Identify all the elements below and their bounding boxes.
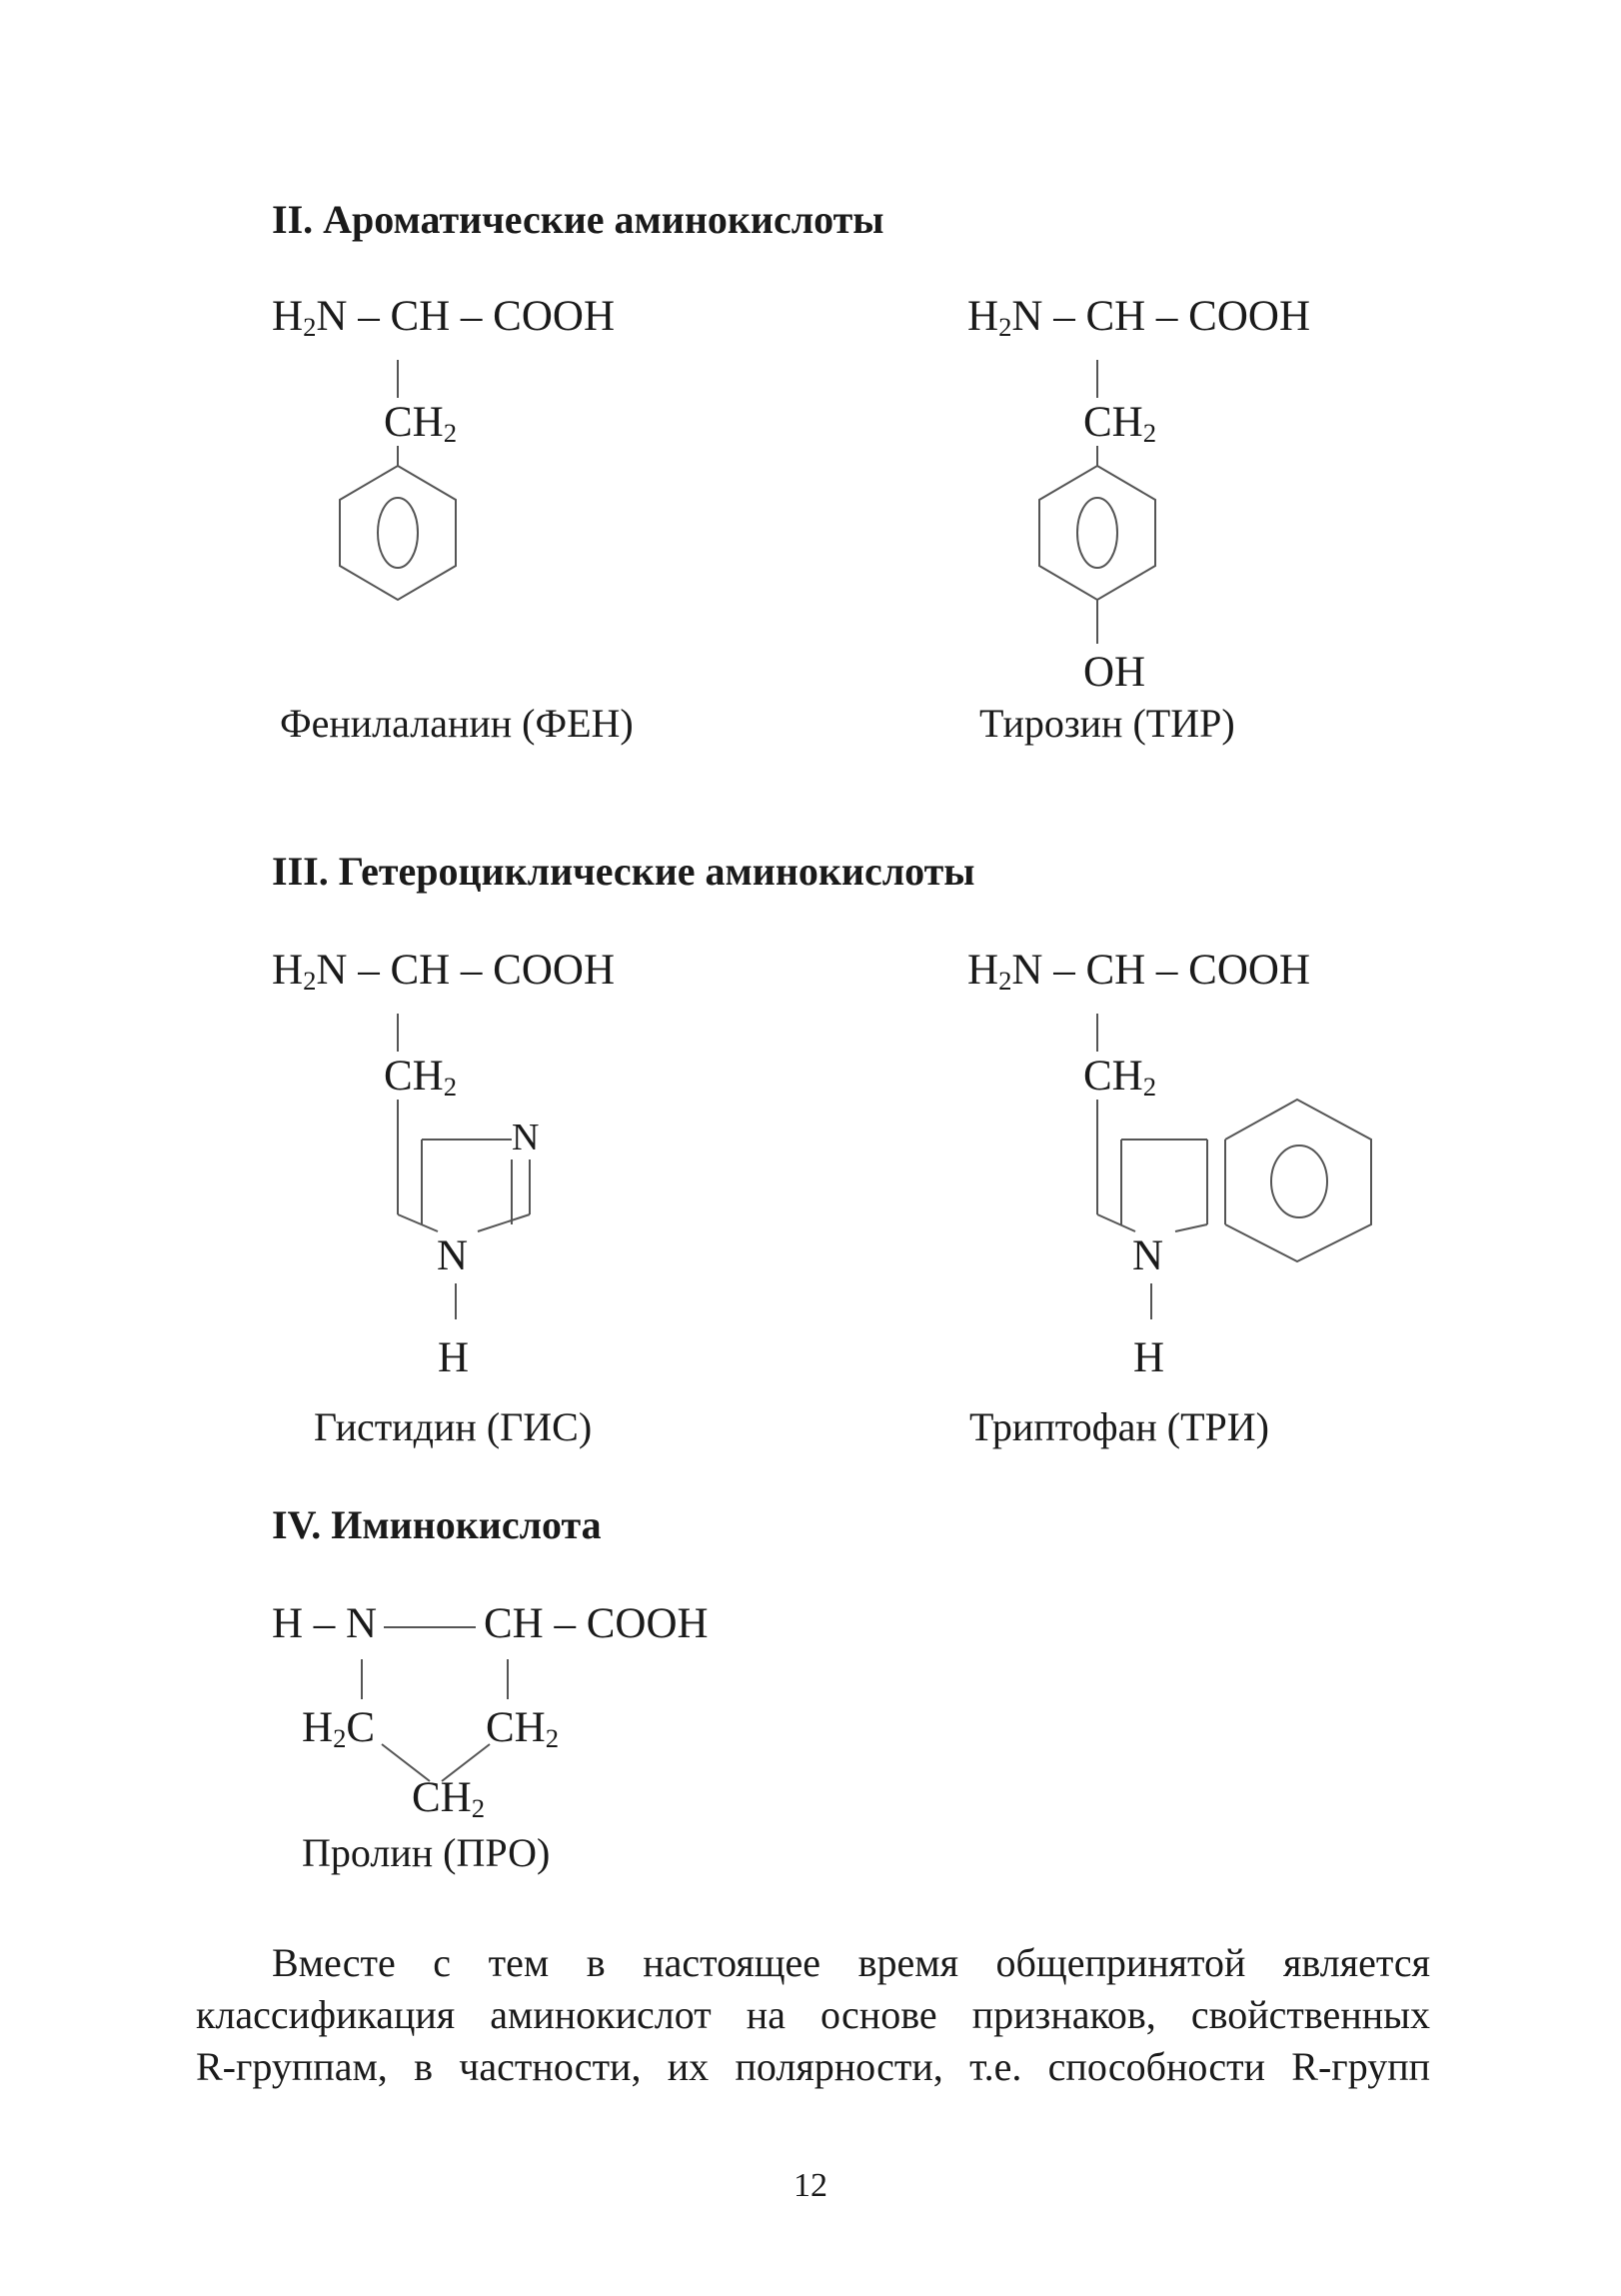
his-ring-n-bottom: N	[437, 1232, 469, 1279]
phe-ch2-label: $CH_2$	[384, 399, 458, 448]
trp-ch2-label: $CH_2$	[1083, 1053, 1157, 1102]
pro-ch2-right-label: $CH_2$	[486, 1704, 560, 1753]
his-ring-n-top: N	[512, 1117, 540, 1158]
his-ring-left-n-bond	[398, 1214, 438, 1231]
trp-aromatic-circle	[1271, 1146, 1327, 1217]
paragraph-line-1: Вместе с тем в настоящее время общепринятой является	[272, 1940, 1430, 1985]
pro-ch2-bottom-label: $CH_2$	[412, 1774, 486, 1823]
trp-benzene-ring	[1225, 1100, 1371, 1261]
tyr-name: Тирозин (ТИР)	[979, 701, 1235, 746]
section-title-imino: IV. Иминокислота	[272, 1502, 602, 1547]
pro-right-bottom-bond	[442, 1744, 490, 1781]
his-ch2-label: $CH_2$	[384, 1053, 458, 1102]
tyr-aromatic-circle	[1077, 498, 1117, 568]
pro-hn-label: H – N	[272, 1600, 378, 1647]
pro-name: Пролин (ПРО)	[302, 1830, 551, 1875]
trp-ring-n: N	[1132, 1232, 1164, 1279]
paragraph-line-2: классификация аминокислот на основе признаков, свойственных	[196, 1992, 1430, 2037]
pro-h2c-label: $H_2C$	[302, 1704, 376, 1753]
trp-h-label: H	[1133, 1334, 1165, 1381]
trp-ring-right-n-bond	[1175, 1224, 1207, 1231]
his-h-label: H	[438, 1334, 470, 1381]
trp-backbone-formula: $H_2N$ – CH – COOH	[967, 947, 1311, 996]
trp-ring-left-n-bond	[1097, 1214, 1135, 1231]
section-title-heterocyclic: III. Гетероциклические аминокислоты	[272, 849, 975, 894]
phe-aromatic-circle	[378, 498, 418, 568]
pro-left-bottom-bond	[382, 1744, 430, 1781]
paragraph-line-3: R-группам, в частности, их полярности, т.е. способности R-групп	[196, 2044, 1430, 2089]
tyr-backbone-formula: $H_2N$ – CH – COOH	[967, 293, 1311, 342]
his-ring-right-n-bond	[478, 1214, 530, 1231]
trp-name: Триптофан (ТРИ)	[969, 1404, 1269, 1449]
page-number: 12	[794, 2167, 827, 2204]
his-backbone-formula: $H_2N$ – CH – COOH	[272, 947, 616, 996]
his-name: Гистидин (ГИС)	[314, 1404, 593, 1449]
pro-ch-cooh-label: CH – COOH	[484, 1600, 709, 1647]
tyr-oh-label: OH	[1083, 649, 1146, 696]
phe-name: Фенилаланин (ФЕН)	[280, 701, 634, 746]
section-title-aromatic: II. Ароматические аминокислоты	[272, 197, 884, 242]
phe-benzene-ring	[340, 466, 456, 600]
tyr-benzene-ring	[1039, 466, 1155, 600]
phe-backbone-formula: $H_2N$ – CH – COOH	[272, 293, 616, 342]
tyr-ch2-label: $CH_2$	[1083, 399, 1157, 448]
